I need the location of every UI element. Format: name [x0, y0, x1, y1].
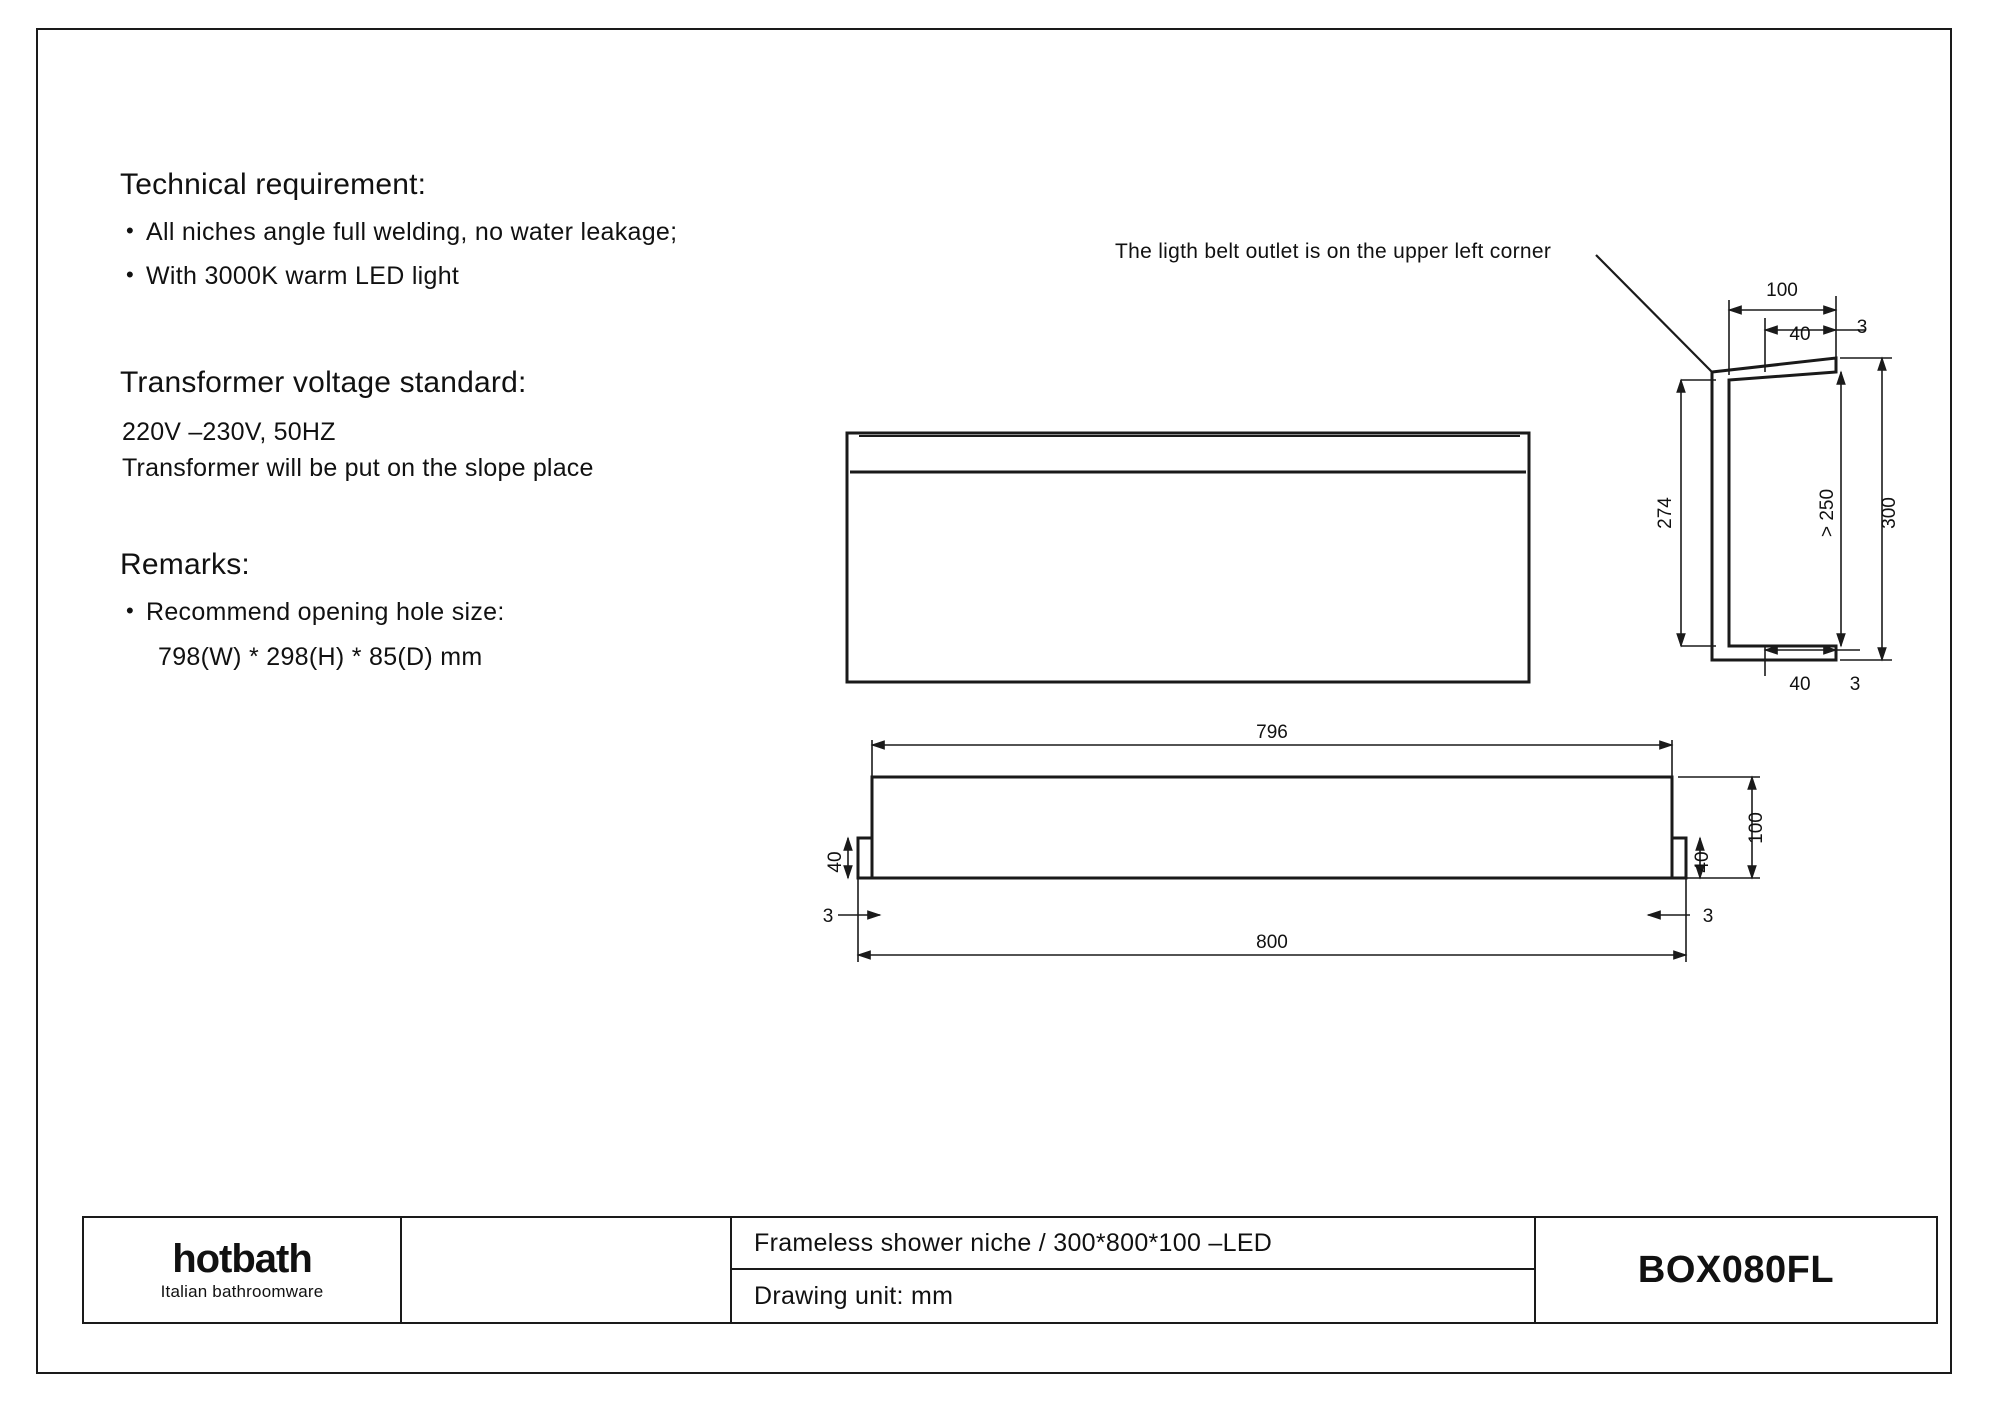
light-belt-callout: The ligth belt outlet is on the upper left corner — [1115, 240, 1552, 263]
product-code: BOX080FL — [1637, 1248, 1835, 1291]
dim-left-flange: 40 — [825, 851, 846, 873]
remarks-heading: Remarks: — [120, 548, 250, 581]
technical-item-text: All niches angle full welding, no water leakage; — [146, 218, 678, 246]
dim-right-flange: 40 — [1692, 851, 1713, 873]
logo-wordmark: hotbath — [172, 1237, 312, 1281]
dim-top-flange: 40 — [1789, 324, 1811, 345]
dim-bottom-flange: 40 — [1789, 674, 1811, 695]
bullet-icon: • — [126, 218, 134, 243]
dim-top-width: 100 — [1766, 280, 1798, 301]
dim-top-thickness: 3 — [1856, 317, 1868, 338]
transformer-placement-line: Transformer will be put on the slope place — [122, 454, 594, 482]
remark-hole-size: 798(W) * 298(H) * 85(D) mm — [158, 643, 483, 671]
logo-tagline: Italian bathroomware — [160, 1282, 324, 1301]
dim-right-thickness: 3 — [1702, 906, 1714, 927]
bullet-icon: • — [126, 262, 134, 287]
drawing-unit: Drawing unit: mm — [754, 1281, 954, 1310]
spacer — [120, 304, 780, 366]
dim-bottom-thickness: 3 — [1849, 674, 1861, 695]
list-item — [120, 216, 780, 248]
technical-item-text: With 3000K warm LED light — [146, 262, 460, 290]
remark-item-text: Recommend opening hole size: — [146, 598, 505, 626]
dim-depth: 100 — [1746, 812, 1767, 844]
product-description: Frameless shower niche / 300*800*100 –LED — [732, 1218, 1534, 1270]
spacer — [120, 486, 780, 548]
transformer-voltage-line: 220V –230V, 50HZ — [122, 418, 336, 446]
technical-requirement-heading: Technical requirement: — [120, 168, 427, 201]
dim-left-height: 274 — [1655, 497, 1676, 529]
list-item — [120, 260, 780, 292]
list-item — [120, 596, 780, 628]
dim-outer-height: 300 — [1879, 497, 1900, 529]
dim-left-thickness: 3 — [822, 906, 834, 927]
bullet-icon: • — [126, 598, 134, 623]
brand-logo — [84, 1218, 402, 1322]
dim-overall-width: 800 — [1256, 932, 1288, 953]
dim-inner-width: 796 — [1256, 722, 1288, 743]
transformer-voltage-heading: Transformer voltage standard: — [120, 366, 527, 399]
dim-inner-height: > 250 — [1817, 488, 1838, 538]
title-block-blank-cell — [402, 1218, 732, 1322]
title-block — [82, 1216, 1938, 1324]
notes-column — [120, 168, 780, 674]
title-block-description — [732, 1218, 1536, 1322]
